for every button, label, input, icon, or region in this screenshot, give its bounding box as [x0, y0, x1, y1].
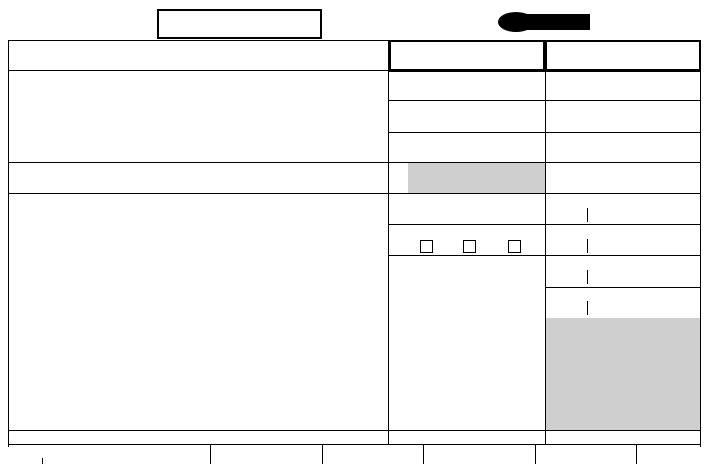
- row-line-430: [8, 430, 701, 431]
- row-line-444: [8, 444, 701, 445]
- box-12a-divider: [587, 208, 588, 222]
- efile-logo-svg: [496, 11, 592, 33]
- row-line-100: [388, 100, 701, 101]
- row-line-71: [388, 71, 701, 72]
- statutory-employee-checkbox[interactable]: [420, 240, 433, 253]
- efile-logo: [496, 11, 592, 33]
- retirement-plan-checkbox[interactable]: [463, 240, 476, 253]
- col-15-divider: [42, 458, 43, 464]
- box-a-ssn: [157, 9, 322, 39]
- box-1-label: [396, 43, 398, 52]
- col-17: [322, 444, 323, 464]
- row-line-287: [545, 287, 701, 288]
- box-8-label: [552, 135, 554, 144]
- row-line-224: [388, 224, 701, 225]
- col-20: [636, 444, 637, 464]
- box-15-label: [12, 447, 19, 456]
- grid-left: [8, 40, 9, 447]
- box-12b-divider: [587, 239, 588, 253]
- box-3-label: [396, 73, 398, 82]
- box-9-shade: [408, 163, 545, 193]
- row-line-132: [388, 132, 701, 133]
- col-16: [210, 444, 211, 464]
- box-10-label: [552, 166, 554, 175]
- box-6-label: [552, 103, 554, 112]
- box-14-label: [394, 259, 396, 268]
- col-19: [535, 444, 536, 464]
- col-18: [423, 444, 424, 464]
- box-4-label: [552, 73, 554, 82]
- box-12d-divider: [587, 301, 588, 315]
- third-party-sick-pay-checkbox[interactable]: [508, 240, 521, 253]
- row-line-255: [388, 255, 701, 256]
- row-line-193: [8, 193, 701, 194]
- box-1-frame: [389, 40, 545, 71]
- box-2-label: [552, 43, 554, 52]
- box-11-label: [394, 197, 396, 206]
- box-12c-divider: [587, 270, 588, 284]
- box-12-bottom-shade: [546, 318, 700, 430]
- box-5-label: [396, 103, 398, 112]
- row-line-162: [8, 162, 701, 163]
- box-7-label: [396, 135, 398, 144]
- grid-right: [700, 40, 701, 447]
- row-line-70: [8, 70, 388, 71]
- box-2-frame: [545, 40, 701, 71]
